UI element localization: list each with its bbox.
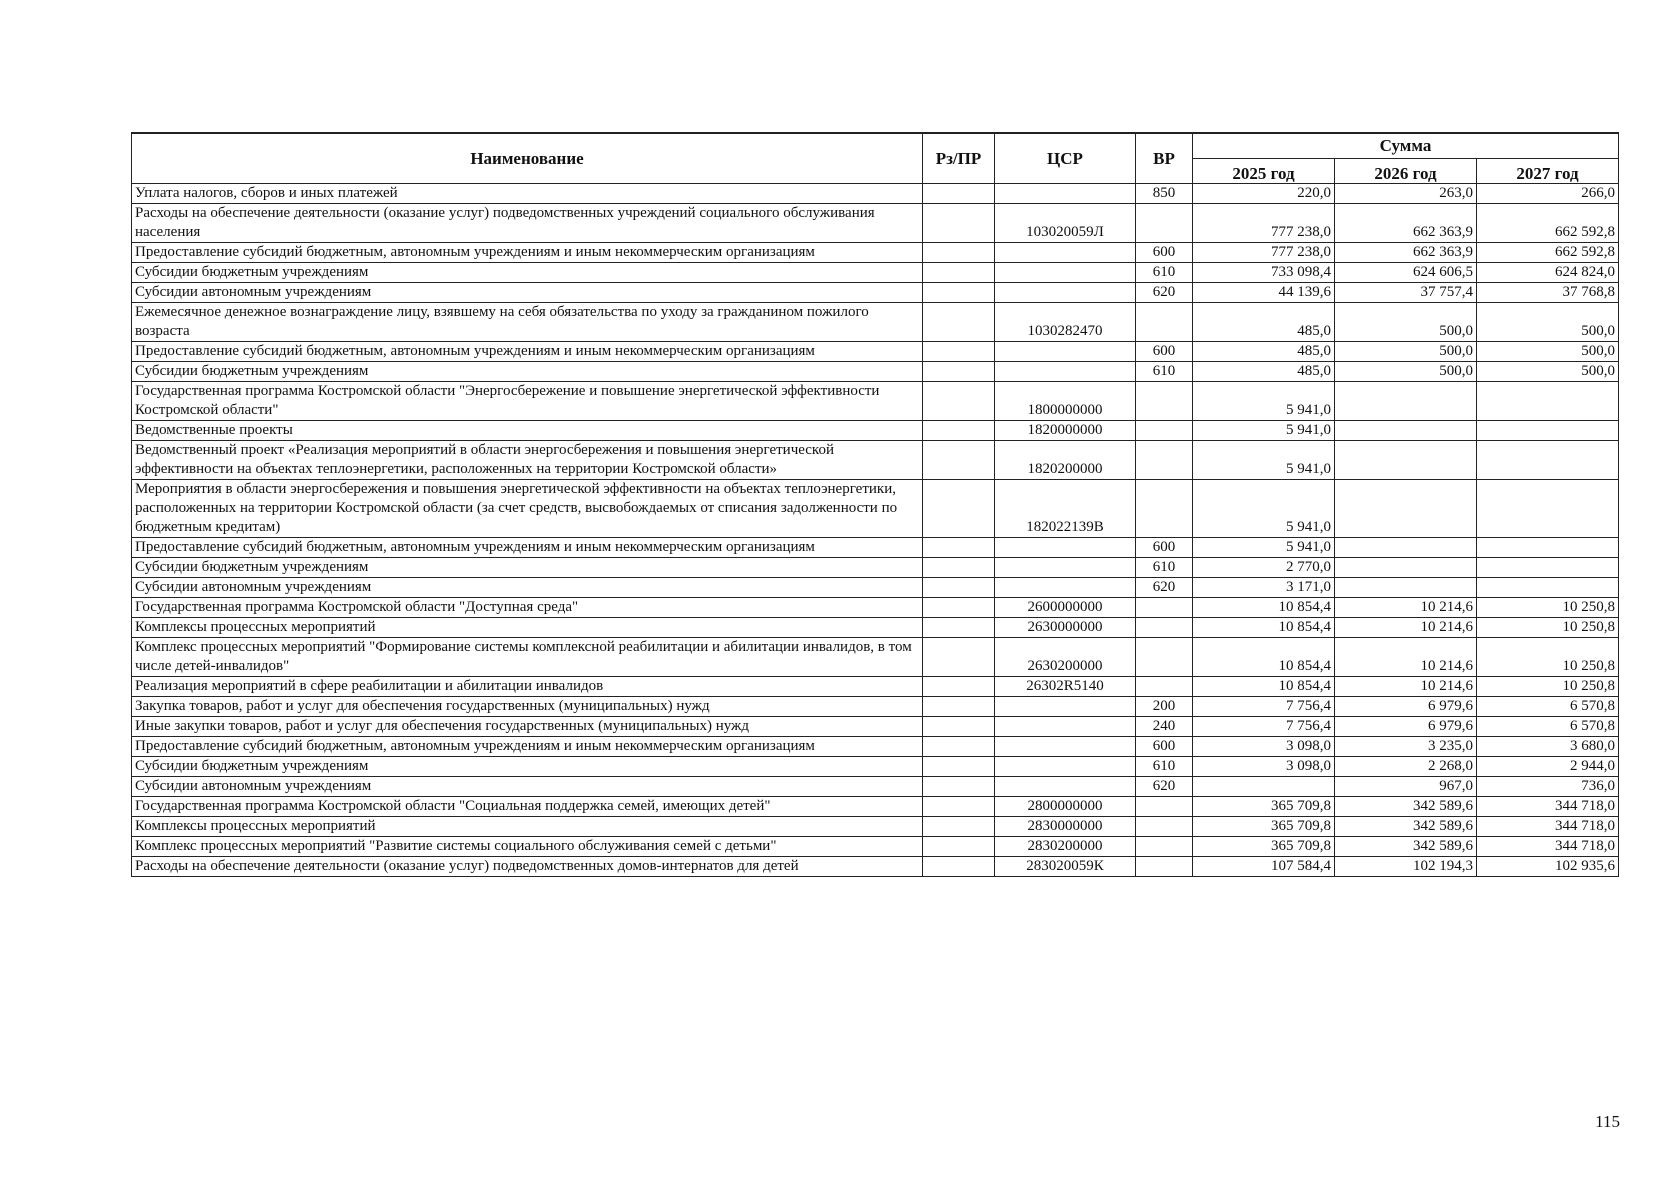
cell-vr: 200 xyxy=(1136,696,1193,716)
cell-vr xyxy=(1136,479,1193,537)
cell-2027: 10 250,8 xyxy=(1477,637,1619,676)
cell-vr: 610 xyxy=(1136,262,1193,282)
cell-2026 xyxy=(1335,537,1477,557)
cell-csr: 1820000000 xyxy=(995,420,1136,440)
cell-vr xyxy=(1136,203,1193,242)
cell-2026: 342 589,6 xyxy=(1335,836,1477,856)
cell-2027: 266,0 xyxy=(1477,183,1619,203)
cell-name: Комплекс процессных мероприятий "Формирование системы комплексной реабилитации и абилитации инвалидов, в том числе детей-инвалидов" xyxy=(132,637,923,676)
cell-name: Реализация мероприятий в сфере реабилитации и абилитации инвалидов xyxy=(132,676,923,696)
cell-rz-pr xyxy=(923,479,995,537)
cell-2027: 6 570,8 xyxy=(1477,696,1619,716)
table-row xyxy=(132,183,1619,203)
cell-csr: 103020059Л xyxy=(995,203,1136,242)
cell-name: Субсидии бюджетным учреждениям xyxy=(132,756,923,776)
cell-2027: 3 680,0 xyxy=(1477,736,1619,756)
cell-rz-pr xyxy=(923,341,995,361)
cell-name: Комплекс процессных мероприятий "Развитие системы социального обслуживания семей с детьми" xyxy=(132,836,923,856)
cell-2027: 500,0 xyxy=(1477,341,1619,361)
cell-csr xyxy=(995,577,1136,597)
table-row xyxy=(132,856,1619,876)
header-name: Наименование xyxy=(132,133,923,183)
cell-csr: 2830200000 xyxy=(995,836,1136,856)
cell-csr xyxy=(995,716,1136,736)
header-year-2027: 2027 год xyxy=(1477,158,1619,183)
cell-csr xyxy=(995,183,1136,203)
cell-csr xyxy=(995,341,1136,361)
cell-csr: 1030282470 xyxy=(995,302,1136,341)
cell-2027 xyxy=(1477,420,1619,440)
cell-vr xyxy=(1136,420,1193,440)
cell-2025: 3 098,0 xyxy=(1193,756,1335,776)
cell-2027 xyxy=(1477,479,1619,537)
cell-2026: 967,0 xyxy=(1335,776,1477,796)
cell-name: Расходы на обеспечение деятельности (оказание услуг) подведомственных домов-интернатов для детей xyxy=(132,856,923,876)
cell-2026: 263,0 xyxy=(1335,183,1477,203)
cell-name: Ведомственный проект «Реализация мероприятий в области энергосбережения и повышения энергетической эффективности на объектах теплоэнергетики, расположенных на территории Костромской области» xyxy=(132,440,923,479)
cell-2026: 624 606,5 xyxy=(1335,262,1477,282)
cell-2025: 5 941,0 xyxy=(1193,420,1335,440)
cell-vr xyxy=(1136,302,1193,341)
table-row xyxy=(132,420,1619,440)
cell-csr xyxy=(995,361,1136,381)
cell-2026: 342 589,6 xyxy=(1335,796,1477,816)
table-row xyxy=(132,637,1619,676)
header-rz-pr: Рз/ПР xyxy=(923,133,995,183)
table-row xyxy=(132,203,1619,242)
cell-2026: 10 214,6 xyxy=(1335,597,1477,617)
cell-name: Предоставление субсидий бюджетным, автономным учреждениям и иным некоммерческим организациям xyxy=(132,242,923,262)
cell-rz-pr xyxy=(923,262,995,282)
cell-2027: 662 592,8 xyxy=(1477,203,1619,242)
cell-2027: 6 570,8 xyxy=(1477,716,1619,736)
cell-2027: 736,0 xyxy=(1477,776,1619,796)
cell-vr xyxy=(1136,617,1193,637)
cell-2026: 102 194,3 xyxy=(1335,856,1477,876)
cell-2027: 10 250,8 xyxy=(1477,676,1619,696)
cell-2025: 485,0 xyxy=(1193,302,1335,341)
cell-name: Иные закупки товаров, работ и услуг для обеспечения государственных (муниципальных) нужд xyxy=(132,716,923,736)
cell-2027: 344 718,0 xyxy=(1477,816,1619,836)
cell-rz-pr xyxy=(923,776,995,796)
cell-2025 xyxy=(1193,776,1335,796)
table-row xyxy=(132,676,1619,696)
table-row xyxy=(132,381,1619,420)
cell-2025: 220,0 xyxy=(1193,183,1335,203)
cell-vr xyxy=(1136,796,1193,816)
cell-2027: 10 250,8 xyxy=(1477,597,1619,617)
cell-csr: 182022139В xyxy=(995,479,1136,537)
cell-2025: 5 941,0 xyxy=(1193,479,1335,537)
header-vr: ВР xyxy=(1136,133,1193,183)
cell-name: Субсидии автономным учреждениям xyxy=(132,577,923,597)
cell-csr: 2600000000 xyxy=(995,597,1136,617)
cell-2025: 5 941,0 xyxy=(1193,440,1335,479)
cell-vr xyxy=(1136,440,1193,479)
cell-2026: 500,0 xyxy=(1335,361,1477,381)
cell-2025: 2 770,0 xyxy=(1193,557,1335,577)
cell-2025: 5 941,0 xyxy=(1193,537,1335,557)
cell-2025: 7 756,4 xyxy=(1193,696,1335,716)
cell-csr xyxy=(995,756,1136,776)
cell-2025: 10 854,4 xyxy=(1193,617,1335,637)
table-row xyxy=(132,479,1619,537)
cell-csr: 2630200000 xyxy=(995,637,1136,676)
cell-rz-pr xyxy=(923,381,995,420)
cell-rz-pr xyxy=(923,302,995,341)
cell-2025: 3 098,0 xyxy=(1193,736,1335,756)
cell-vr: 600 xyxy=(1136,341,1193,361)
cell-csr xyxy=(995,696,1136,716)
cell-rz-pr xyxy=(923,537,995,557)
cell-vr: 240 xyxy=(1136,716,1193,736)
cell-name: Субсидии автономным учреждениям xyxy=(132,282,923,302)
cell-2025: 5 941,0 xyxy=(1193,381,1335,420)
budget-table xyxy=(131,132,1619,877)
cell-csr: 2630000000 xyxy=(995,617,1136,637)
cell-2027 xyxy=(1477,577,1619,597)
cell-rz-pr xyxy=(923,282,995,302)
cell-2025: 365 709,8 xyxy=(1193,816,1335,836)
cell-2025: 733 098,4 xyxy=(1193,262,1335,282)
cell-vr xyxy=(1136,836,1193,856)
cell-vr xyxy=(1136,637,1193,676)
cell-2026: 6 979,6 xyxy=(1335,696,1477,716)
table-body xyxy=(132,183,1619,876)
cell-vr xyxy=(1136,816,1193,836)
cell-vr xyxy=(1136,597,1193,617)
table-row xyxy=(132,537,1619,557)
cell-name: Государственная программа Костромской области "Доступная среда" xyxy=(132,597,923,617)
cell-2027: 344 718,0 xyxy=(1477,836,1619,856)
cell-2026 xyxy=(1335,479,1477,537)
cell-2027: 344 718,0 xyxy=(1477,796,1619,816)
cell-csr: 2830000000 xyxy=(995,816,1136,836)
header-csr: ЦСР xyxy=(995,133,1136,183)
cell-name: Субсидии автономным учреждениям xyxy=(132,776,923,796)
cell-rz-pr xyxy=(923,440,995,479)
cell-2027: 37 768,8 xyxy=(1477,282,1619,302)
cell-2025: 10 854,4 xyxy=(1193,637,1335,676)
cell-2025: 365 709,8 xyxy=(1193,836,1335,856)
cell-2026: 662 363,9 xyxy=(1335,203,1477,242)
cell-name: Субсидии бюджетным учреждениям xyxy=(132,361,923,381)
cell-name: Мероприятия в области энергосбережения и повышения энергетической эффективности на объектах теплоэнергетики, расположенных на территории Костромской области (за счет средств, высвобождаемых от списания задолженности по бюджетным кредитам) xyxy=(132,479,923,537)
cell-rz-pr xyxy=(923,557,995,577)
cell-rz-pr xyxy=(923,242,995,262)
table-row xyxy=(132,776,1619,796)
cell-rz-pr xyxy=(923,597,995,617)
cell-2027: 662 592,8 xyxy=(1477,242,1619,262)
table-row xyxy=(132,597,1619,617)
cell-csr xyxy=(995,537,1136,557)
cell-rz-pr xyxy=(923,836,995,856)
cell-csr xyxy=(995,736,1136,756)
cell-2027: 500,0 xyxy=(1477,302,1619,341)
cell-rz-pr xyxy=(923,577,995,597)
cell-2026 xyxy=(1335,420,1477,440)
cell-name: Государственная программа Костромской области "Социальная поддержка семей, имеющих детей" xyxy=(132,796,923,816)
table-row xyxy=(132,617,1619,637)
cell-2026: 342 589,6 xyxy=(1335,816,1477,836)
cell-csr: 26302R5140 xyxy=(995,676,1136,696)
header-year-2025: 2025 год xyxy=(1193,158,1335,183)
cell-name: Закупка товаров, работ и услуг для обеспечения государственных (муниципальных) нужд xyxy=(132,696,923,716)
table-row xyxy=(132,577,1619,597)
table-row xyxy=(132,557,1619,577)
cell-rz-pr xyxy=(923,756,995,776)
cell-2027 xyxy=(1477,440,1619,479)
cell-vr: 600 xyxy=(1136,537,1193,557)
cell-2026: 500,0 xyxy=(1335,341,1477,361)
cell-2025: 3 171,0 xyxy=(1193,577,1335,597)
table-row xyxy=(132,361,1619,381)
cell-vr xyxy=(1136,856,1193,876)
cell-rz-pr xyxy=(923,676,995,696)
cell-2027 xyxy=(1477,381,1619,420)
cell-name: Ведомственные проекты xyxy=(132,420,923,440)
cell-2027: 10 250,8 xyxy=(1477,617,1619,637)
cell-vr: 850 xyxy=(1136,183,1193,203)
cell-vr xyxy=(1136,676,1193,696)
cell-name: Субсидии бюджетным учреждениям xyxy=(132,262,923,282)
table-row xyxy=(132,816,1619,836)
cell-2025: 7 756,4 xyxy=(1193,716,1335,736)
cell-vr: 620 xyxy=(1136,776,1193,796)
cell-name: Предоставление субсидий бюджетным, автономным учреждениям и иным некоммерческим организациям xyxy=(132,341,923,361)
cell-2026 xyxy=(1335,557,1477,577)
table-header xyxy=(132,133,1619,183)
cell-rz-pr xyxy=(923,716,995,736)
cell-2025: 107 584,4 xyxy=(1193,856,1335,876)
header-sum: Сумма xyxy=(1193,133,1619,158)
table-row xyxy=(132,262,1619,282)
cell-name: Государственная программа Костромской области "Энергосбережение и повышение энергетической эффективности Костромской области" xyxy=(132,381,923,420)
header-year-2026: 2026 год xyxy=(1335,158,1477,183)
cell-rz-pr xyxy=(923,816,995,836)
table-row xyxy=(132,736,1619,756)
cell-name: Комплексы процессных мероприятий xyxy=(132,617,923,637)
table-row xyxy=(132,836,1619,856)
cell-2026: 10 214,6 xyxy=(1335,676,1477,696)
cell-2026: 10 214,6 xyxy=(1335,637,1477,676)
cell-csr: 283020059К xyxy=(995,856,1136,876)
table-row xyxy=(132,302,1619,341)
cell-name: Комплексы процессных мероприятий xyxy=(132,816,923,836)
table-row xyxy=(132,696,1619,716)
cell-name: Предоставление субсидий бюджетным, автономным учреждениям и иным некоммерческим организациям xyxy=(132,537,923,557)
table-row xyxy=(132,756,1619,776)
cell-name: Ежемесячное денежное вознаграждение лицу, взявшему на себя обязательства по уходу за гражданином пожилого возраста xyxy=(132,302,923,341)
cell-2027: 102 935,6 xyxy=(1477,856,1619,876)
cell-csr xyxy=(995,282,1136,302)
cell-2026: 662 363,9 xyxy=(1335,242,1477,262)
cell-2025: 485,0 xyxy=(1193,361,1335,381)
cell-csr xyxy=(995,242,1136,262)
cell-csr xyxy=(995,262,1136,282)
table-row xyxy=(132,282,1619,302)
cell-rz-pr xyxy=(923,637,995,676)
cell-rz-pr xyxy=(923,617,995,637)
table-row xyxy=(132,440,1619,479)
cell-2026 xyxy=(1335,381,1477,420)
cell-name: Уплата налогов, сборов и иных платежей xyxy=(132,183,923,203)
cell-vr xyxy=(1136,381,1193,420)
cell-2025: 10 854,4 xyxy=(1193,597,1335,617)
cell-2026: 2 268,0 xyxy=(1335,756,1477,776)
cell-vr: 620 xyxy=(1136,577,1193,597)
cell-rz-pr xyxy=(923,203,995,242)
cell-2025: 485,0 xyxy=(1193,341,1335,361)
cell-name: Предоставление субсидий бюджетным, автономным учреждениям и иным некоммерческим организациям xyxy=(132,736,923,756)
cell-csr xyxy=(995,776,1136,796)
cell-rz-pr xyxy=(923,420,995,440)
cell-2026 xyxy=(1335,577,1477,597)
cell-2026: 500,0 xyxy=(1335,302,1477,341)
cell-2027: 2 944,0 xyxy=(1477,756,1619,776)
cell-csr: 1800000000 xyxy=(995,381,1136,420)
table-row xyxy=(132,341,1619,361)
cell-csr xyxy=(995,557,1136,577)
cell-2027 xyxy=(1477,537,1619,557)
cell-rz-pr xyxy=(923,736,995,756)
cell-rz-pr xyxy=(923,183,995,203)
table-row xyxy=(132,242,1619,262)
cell-2026: 10 214,6 xyxy=(1335,617,1477,637)
cell-vr: 600 xyxy=(1136,242,1193,262)
cell-2025: 10 854,4 xyxy=(1193,676,1335,696)
table-row xyxy=(132,796,1619,816)
cell-vr: 620 xyxy=(1136,282,1193,302)
cell-name: Субсидии бюджетным учреждениям xyxy=(132,557,923,577)
cell-rz-pr xyxy=(923,856,995,876)
cell-vr: 610 xyxy=(1136,361,1193,381)
cell-rz-pr xyxy=(923,796,995,816)
cell-2025: 44 139,6 xyxy=(1193,282,1335,302)
cell-2025: 777 238,0 xyxy=(1193,203,1335,242)
cell-2027 xyxy=(1477,557,1619,577)
cell-2025: 777 238,0 xyxy=(1193,242,1335,262)
cell-rz-pr xyxy=(923,696,995,716)
cell-csr: 1820200000 xyxy=(995,440,1136,479)
table-row xyxy=(132,716,1619,736)
cell-2026 xyxy=(1335,440,1477,479)
cell-2026: 3 235,0 xyxy=(1335,736,1477,756)
cell-vr: 610 xyxy=(1136,557,1193,577)
cell-rz-pr xyxy=(923,361,995,381)
cell-name: Расходы на обеспечение деятельности (оказание услуг) подведомственных учреждений социального обслуживания населения xyxy=(132,203,923,242)
cell-2027: 624 824,0 xyxy=(1477,262,1619,282)
cell-vr: 600 xyxy=(1136,736,1193,756)
cell-csr: 2800000000 xyxy=(995,796,1136,816)
cell-2025: 365 709,8 xyxy=(1193,796,1335,816)
cell-2026: 6 979,6 xyxy=(1335,716,1477,736)
cell-vr: 610 xyxy=(1136,756,1193,776)
page-number: 115 xyxy=(1595,1112,1620,1131)
cell-2027: 500,0 xyxy=(1477,361,1619,381)
cell-2026: 37 757,4 xyxy=(1335,282,1477,302)
